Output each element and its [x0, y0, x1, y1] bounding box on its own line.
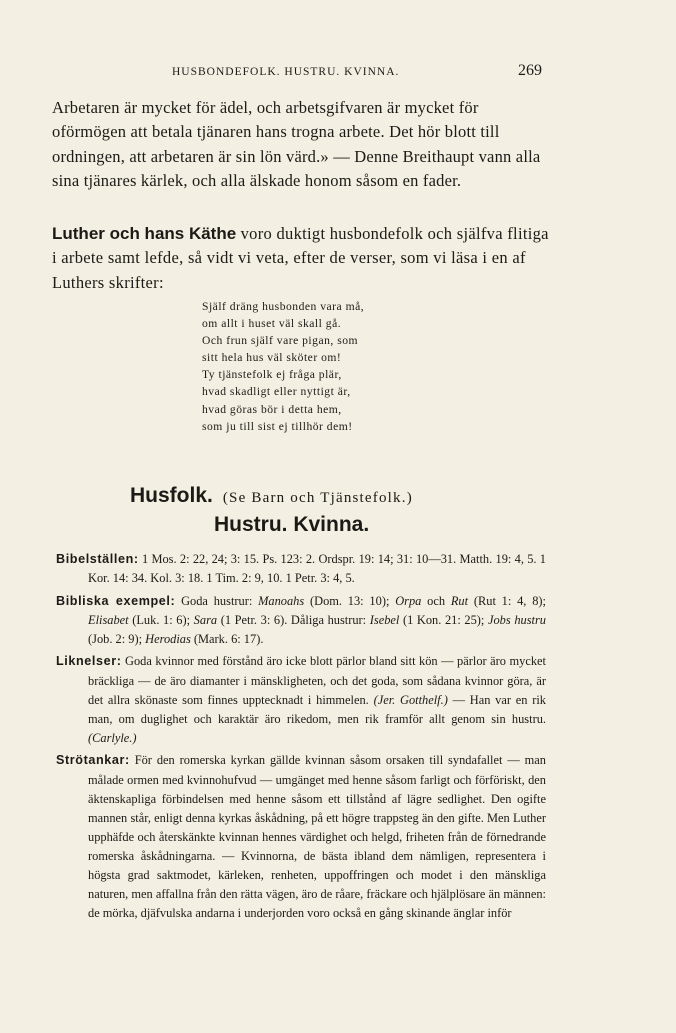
- poem-line: Själf dräng husbonden vara må,: [202, 300, 365, 313]
- poem-line: hvad skadligt eller nyttigt är,: [202, 385, 351, 399]
- entry-text: (1 Kon. 21: 25);: [399, 612, 488, 627]
- running-head: HUSBONDEFOLK. HUSTRU. KVINNA.: [172, 66, 400, 78]
- intro-text: Arbetaren är mycket för ädel, och arbetsgifvaren är mycket för oförmögen att betala tjänaren hans trogna arbete. Det hör blott till ordningen, att arbetaren är sin lön värd.» — Denne Breithaupt vann alla sina tjänares kärlek, och alla älskade honom såsom en fader.: [52, 98, 541, 190]
- intro-paragraph: [52, 96, 550, 193]
- entry-strotankar: [56, 751, 546, 923]
- entry-label: Strötankar:: [56, 753, 130, 768]
- entry-text: (Dom. 13: 10);: [304, 593, 396, 608]
- poem-line: hvad göras bör i detta hem,: [202, 402, 342, 416]
- entry-text: Goda kvinnor med förstånd äro icke blott pärlor bland sitt kön — pärlor äro mycket bräckliga — de äro diamanter i mänskligheten, och det goda, som sådana kvinnor göra, är det allra skönaste som finnes upptecknadt i himmelen.: [88, 654, 546, 707]
- italic-citation: (Carlyle.): [88, 730, 137, 745]
- entry-text: — Han var en rik man, om duglighet och karaktär äro rikedom, men rik framför allt genom sin hustru.: [88, 692, 546, 726]
- italic-name: Isebel: [369, 612, 400, 627]
- luther-name: Luther och hans Käthe: [52, 224, 237, 243]
- entry-text: (Rut 1: 4, 8);: [468, 593, 546, 608]
- poem-line: om allt i huset väl skall gå.: [202, 317, 342, 331]
- entry-bibliska-exempel: [56, 592, 546, 649]
- section-heading: [130, 484, 550, 508]
- page-number: 269: [518, 62, 542, 79]
- see-also-reference: (Se Barn och Tjänstefolk.): [222, 490, 413, 506]
- luther-paragraph: [52, 222, 550, 295]
- entry-text: (1 Petr. 3: 6). Dåliga hustrur:: [217, 612, 370, 627]
- entry-label: Liknelser:: [56, 654, 122, 669]
- luther-text: [52, 222, 550, 295]
- entry-label: Bibliska exempel:: [56, 593, 176, 608]
- entry-liknelser: [56, 652, 546, 747]
- italic-name: Sara: [193, 612, 218, 627]
- italic-name: Jobs hustru: [487, 612, 546, 627]
- entry-text: Goda hustrur:: [181, 593, 259, 608]
- entry-text: (Job. 2: 9);: [88, 631, 146, 646]
- page-header: [172, 62, 542, 82]
- section-subtitle: Hustru. Kvinna.: [214, 513, 370, 536]
- italic-name: Orpa: [395, 593, 422, 608]
- section-title: Husfolk.: [130, 484, 213, 507]
- luther-body: voro duktigt husbondefolk och själfva flitiga i arbete samt lefde, så vidt vi veta, efter de verser, som vi läsa i en af Luthers skrifter:: [52, 224, 549, 292]
- entry-bibelstallen: [56, 550, 546, 588]
- poem: [202, 298, 462, 435]
- poem-line: Ty tjänstefolk ej fråga plär,: [202, 368, 342, 382]
- entries: [56, 550, 546, 927]
- entry-text: 1 Mos. 2: 22, 24; 3: 15. Ps. 123: 2. Ordspr. 19: 14; 31: 10—31. Matth. 19: 4, 5. 1 Kor. 14: 34. Kol. 3: 18. 1 Tim. 2: 9, 10. 1 Petr. 3: 4, 5.: [88, 552, 546, 586]
- poem-line: Och frun själf vare pigan, som: [202, 334, 359, 348]
- poem-line: sitt hela hus väl sköter om!: [202, 351, 342, 365]
- entry-text: och: [421, 593, 451, 608]
- italic-citation: (Jer. Gotthelf.): [373, 692, 448, 707]
- entry-label: Bibelställen:: [56, 552, 139, 566]
- entry-text: (Mark. 6: 17).: [190, 631, 264, 646]
- italic-name: Manoahs: [258, 593, 305, 608]
- italic-name: Herodias: [145, 631, 191, 646]
- entry-text: (Luk. 1: 6);: [128, 612, 194, 627]
- poem-line: som ju till sist ej tillhör dem!: [202, 419, 353, 433]
- italic-name: Rut: [450, 593, 469, 608]
- entry-text: För den romerska kyrkan gällde kvinnan såsom orsaken till syndafallet — man målade ormen med kvinnohufvud — umgänget med henne såsom farligt och förföriskt, den äktenskapliga förbindelsen med henne såsom ett tillstånd af lägre sedlighet. Den ogifte mannen står, enligt denna kyrkas åskådning, på ett högre trappsteg än den gifte. Men Luther upphäfde och återskänkte kvinnan hennes värdighet och helgd, friheten från de förnedrande romerska åskådningarna. — Kvinnorna, de bästa ibland dem nämligen, representera i högsta grad saktmodet, kärleken, renheten, uppoffringen och modet i den mänskliga naturen, men affallna från den rätta vägen, äro de råare, fräckare och hjälplösare än männen: de mörka, djäfvulska andarna i underjorden voro också en gång skinande änglar inför: [88, 753, 546, 921]
- italic-name: Elisabet: [88, 612, 129, 627]
